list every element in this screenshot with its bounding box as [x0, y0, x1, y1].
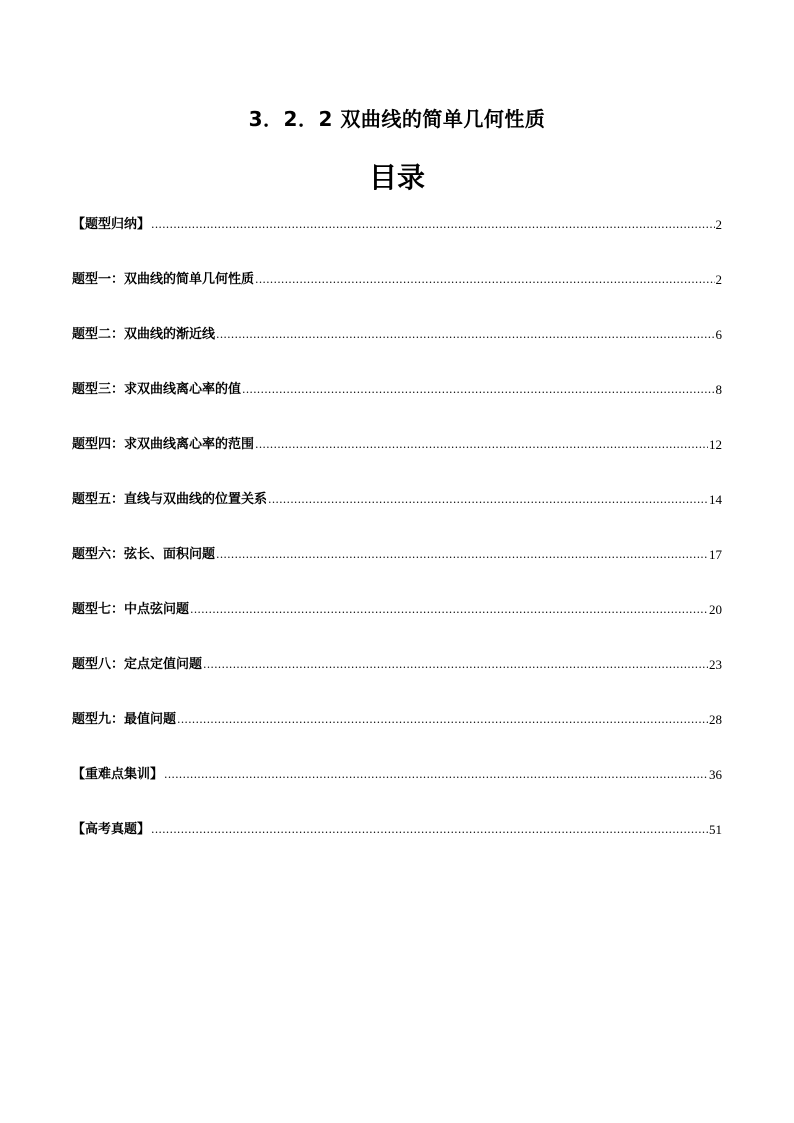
toc-entry-page: 28 — [709, 712, 722, 727]
toc-entry-type-3[interactable] — [72, 379, 722, 434]
toc-entry-label: 【重难点集训】 — [72, 767, 164, 782]
toc-entry-page: 20 — [709, 602, 722, 617]
toc-dot-leader — [216, 544, 708, 566]
toc-entry-summary[interactable] — [72, 214, 722, 269]
toc-entry-type-9[interactable] — [72, 709, 722, 764]
toc-entry-key-training[interactable] — [72, 764, 722, 819]
toc-entry-page: 23 — [709, 657, 722, 672]
toc-entry-type-8[interactable] — [72, 654, 722, 709]
toc-entry-page: 2 — [715, 217, 722, 232]
toc-dot-leader — [268, 489, 708, 511]
toc-entry-type-2[interactable] — [72, 324, 722, 379]
toc-entry-label: 【题型归纳】 — [72, 217, 151, 232]
table-of-contents — [72, 214, 722, 874]
toc-entry-page: 6 — [715, 327, 722, 342]
toc-dot-leader — [255, 269, 714, 291]
toc-entry-type-6[interactable] — [72, 544, 722, 599]
toc-entry-page: 17 — [709, 547, 722, 562]
toc-entry-label: 题型二：双曲线的渐近线 — [72, 327, 216, 342]
toc-dot-leader — [151, 214, 714, 236]
toc-entry-exam-questions[interactable] — [72, 819, 722, 874]
toc-entry-label: 题型一：双曲线的简单几何性质 — [72, 272, 255, 287]
toc-entry-page: 8 — [715, 382, 722, 397]
toc-dot-leader — [190, 599, 708, 621]
toc-entry-label: 题型八：定点定值问题 — [72, 657, 203, 672]
toc-dot-leader — [177, 709, 708, 731]
toc-heading: 目录 — [368, 161, 425, 194]
toc-dot-leader — [255, 434, 708, 456]
toc-dot-leader — [242, 379, 714, 401]
toc-entry-page: 51 — [709, 822, 722, 837]
toc-entry-label: 题型七：中点弦问题 — [72, 602, 190, 617]
toc-dot-leader — [203, 654, 708, 676]
toc-entry-label: 题型三：求双曲线离心率的值 — [72, 382, 242, 397]
toc-entry-label: 题型四：求双曲线离心率的范围 — [72, 437, 255, 452]
toc-entry-page: 36 — [709, 767, 722, 782]
toc-dot-leader — [164, 764, 708, 786]
toc-entry-type-1[interactable] — [72, 269, 722, 324]
toc-entry-label: 【高考真题】 — [72, 822, 151, 837]
toc-entry-page: 14 — [709, 492, 722, 507]
toc-entry-type-5[interactable] — [72, 489, 722, 544]
document-title: 3．2．2 双曲线的简单几何性质 — [248, 107, 546, 131]
toc-entry-label: 题型九：最值问题 — [72, 712, 177, 727]
toc-dot-leader — [151, 819, 708, 841]
toc-entry-label: 题型六：弦长、面积问题 — [72, 547, 216, 562]
toc-entry-page: 2 — [715, 272, 722, 287]
toc-entry-page: 12 — [709, 437, 722, 452]
toc-entry-type-4[interactable] — [72, 434, 722, 489]
toc-dot-leader — [216, 324, 714, 346]
toc-entry-type-7[interactable] — [72, 599, 722, 654]
toc-entry-label: 题型五：直线与双曲线的位置关系 — [72, 492, 268, 507]
